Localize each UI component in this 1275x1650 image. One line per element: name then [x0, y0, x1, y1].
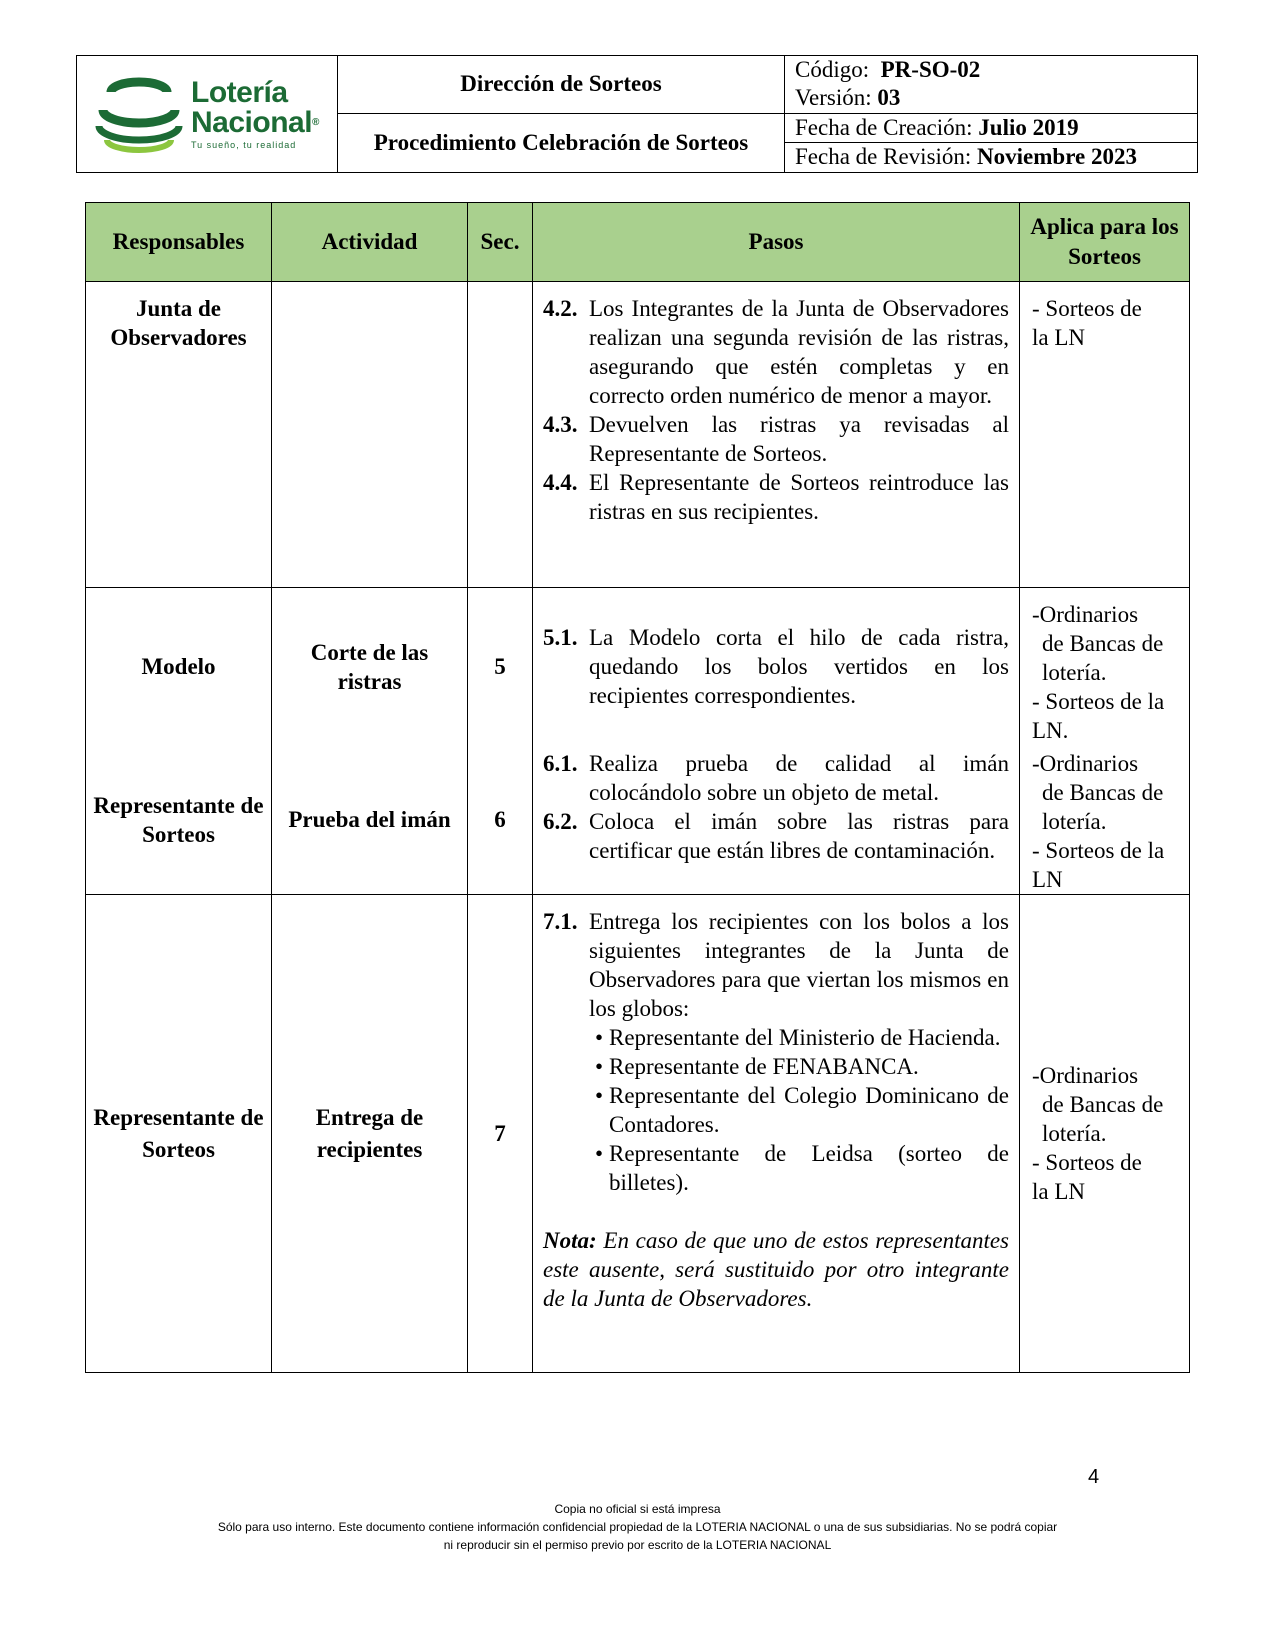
- code-label: Código:: [795, 57, 870, 83]
- step-item: 5.1. La Modelo corta el hilo de cada ristra, quedando los bolos vertidos en los recipientes correspondientes.: [543, 625, 1009, 708]
- row4-responsable: Representante de Sorteos: [86, 895, 272, 1373]
- version-label: Versión:: [795, 85, 872, 111]
- page-number: 4: [1088, 1466, 1100, 1488]
- row3-actividad: Prueba del imán: [272, 745, 468, 895]
- logo-cell: [77, 56, 338, 173]
- step-item: 4.4. El Representante de Sorteos reintroduce las ristras en sus recipientes.: [543, 470, 1009, 524]
- revised-label: Fecha de Revisión:: [795, 144, 972, 170]
- row2-pasos: [533, 588, 1020, 746]
- step-item: 4.2. Los Integrantes de la Junta de Observadores realizan una segunda revisión de las ristras, asegurando que estén completas y en correcto orden numérico de menor a mayor.: [543, 296, 1009, 408]
- row3-pasos: [533, 745, 1020, 895]
- note-text: En caso de que uno de estos representantes este ausente, será sustituido por otro integrante de la Junta de Observadores.: [543, 1228, 1010, 1311]
- row4-actividad: Entrega de recipientes: [272, 895, 468, 1373]
- row3-aplica: -Ordinarios de Bancas de lotería. - Sorteos de la LN: [1020, 745, 1190, 895]
- row2-sec: 5: [468, 588, 533, 746]
- department-title: Dirección de Sorteos: [338, 56, 785, 114]
- row1-pasos: [533, 282, 1020, 588]
- code-version-cell: [785, 56, 1198, 114]
- row1-aplica: - Sorteos de la LN: [1020, 282, 1190, 588]
- version-value: 03: [877, 85, 901, 111]
- created-value: Julio 2019: [978, 115, 1079, 141]
- note-paragraph: [543, 1226, 1009, 1313]
- code-value: PR-SO-02: [880, 57, 981, 83]
- step-item: 6.1. Realiza prueba de calidad al imán colocándolo sobre un objeto de metal.: [543, 751, 1009, 805]
- step-item: 6.2. Coloca el imán sobre las ristras para certificar que están libres de contaminación.: [543, 809, 1009, 863]
- column-header-sec: Sec.: [468, 203, 533, 282]
- table-row: [86, 745, 1190, 895]
- logo-name-line2: Nacional: [191, 106, 313, 139]
- document-header: [76, 55, 1198, 173]
- row4-pasos: [533, 895, 1020, 1373]
- bullet-icon: •: [594, 1025, 604, 1050]
- bullet-icon: •: [594, 1141, 604, 1166]
- loteria-nacional-logo: [77, 74, 337, 154]
- representatives-list: [543, 1023, 1009, 1197]
- row3-responsable: Representante de Sorteos: [86, 745, 272, 895]
- dates-cell: [785, 113, 1198, 172]
- procedure-table: [85, 202, 1190, 1373]
- logo-name-line1: Lotería: [191, 76, 288, 109]
- bullet-icon: •: [594, 1083, 604, 1108]
- table-row: [86, 282, 1190, 588]
- column-header-pasos: Pasos: [533, 203, 1020, 282]
- row4-sec: 7: [468, 895, 533, 1373]
- row2-actividad: Corte de las ristras: [272, 588, 468, 746]
- row2-responsable: Modelo: [86, 588, 272, 746]
- table-row: [86, 895, 1190, 1373]
- logo-rings-icon: [93, 74, 185, 154]
- row1-sec: [468, 282, 533, 588]
- list-item: • Representante del Ministerio de Hacienda.: [589, 1023, 1009, 1052]
- procedure-title: Procedimiento Celebración de Sorteos: [338, 113, 785, 172]
- footer-line1: Copia no oficial si está impresa: [554, 1502, 721, 1516]
- confidentiality-footer: [0, 1500, 1275, 1554]
- list-item: • Representante de Leidsa (sorteo de billetes).: [589, 1139, 1009, 1197]
- row4-aplica: -Ordinarios de Bancas de lotería. - Sorteos de la LN: [1020, 895, 1190, 1373]
- note-label: Nota:: [543, 1228, 597, 1253]
- footer-line2: Sólo para uso interno. Este documento contiene información confidencial propiedad de la LOTERIA NACIONAL o una de sus subsidiarias. No se podrá copiar: [217, 1520, 1058, 1534]
- footer-line3: ni reproducir sin el permiso previo por escrito de la LOTERIA NACIONAL: [443, 1538, 832, 1552]
- step-item: 4.3. Devuelven las ristras ya revisadas al Representante de Sorteos.: [543, 412, 1009, 466]
- logo-slogan: Tu sueño, tu realidad: [191, 140, 297, 150]
- list-item: • Representante del Colegio Dominicano de Contadores.: [589, 1081, 1009, 1139]
- row1-responsable: Junta de Observadores: [86, 282, 272, 588]
- logo-registered-mark: ®: [312, 117, 319, 128]
- step-item: 7.1. Entrega los recipientes con los bolos a los siguientes integrantes de la Junta de Observadores para que viertan los mismos en los globos:: [543, 909, 1009, 1021]
- column-header-aplica: Aplica para los Sorteos: [1020, 203, 1190, 282]
- row1-actividad: [272, 282, 468, 588]
- revised-value: Noviembre 2023: [977, 144, 1137, 170]
- column-header-responsables: Responsables: [86, 203, 272, 282]
- table-row: [86, 588, 1190, 746]
- bullet-icon: •: [594, 1054, 604, 1079]
- row2-aplica: -Ordinarios de Bancas de lotería. - Sorteos de la LN.: [1020, 588, 1190, 746]
- row3-sec: 6: [468, 745, 533, 895]
- column-header-actividad: Actividad: [272, 203, 468, 282]
- list-item: • Representante de FENABANCA.: [589, 1052, 1009, 1081]
- created-label: Fecha de Creación:: [795, 115, 973, 141]
